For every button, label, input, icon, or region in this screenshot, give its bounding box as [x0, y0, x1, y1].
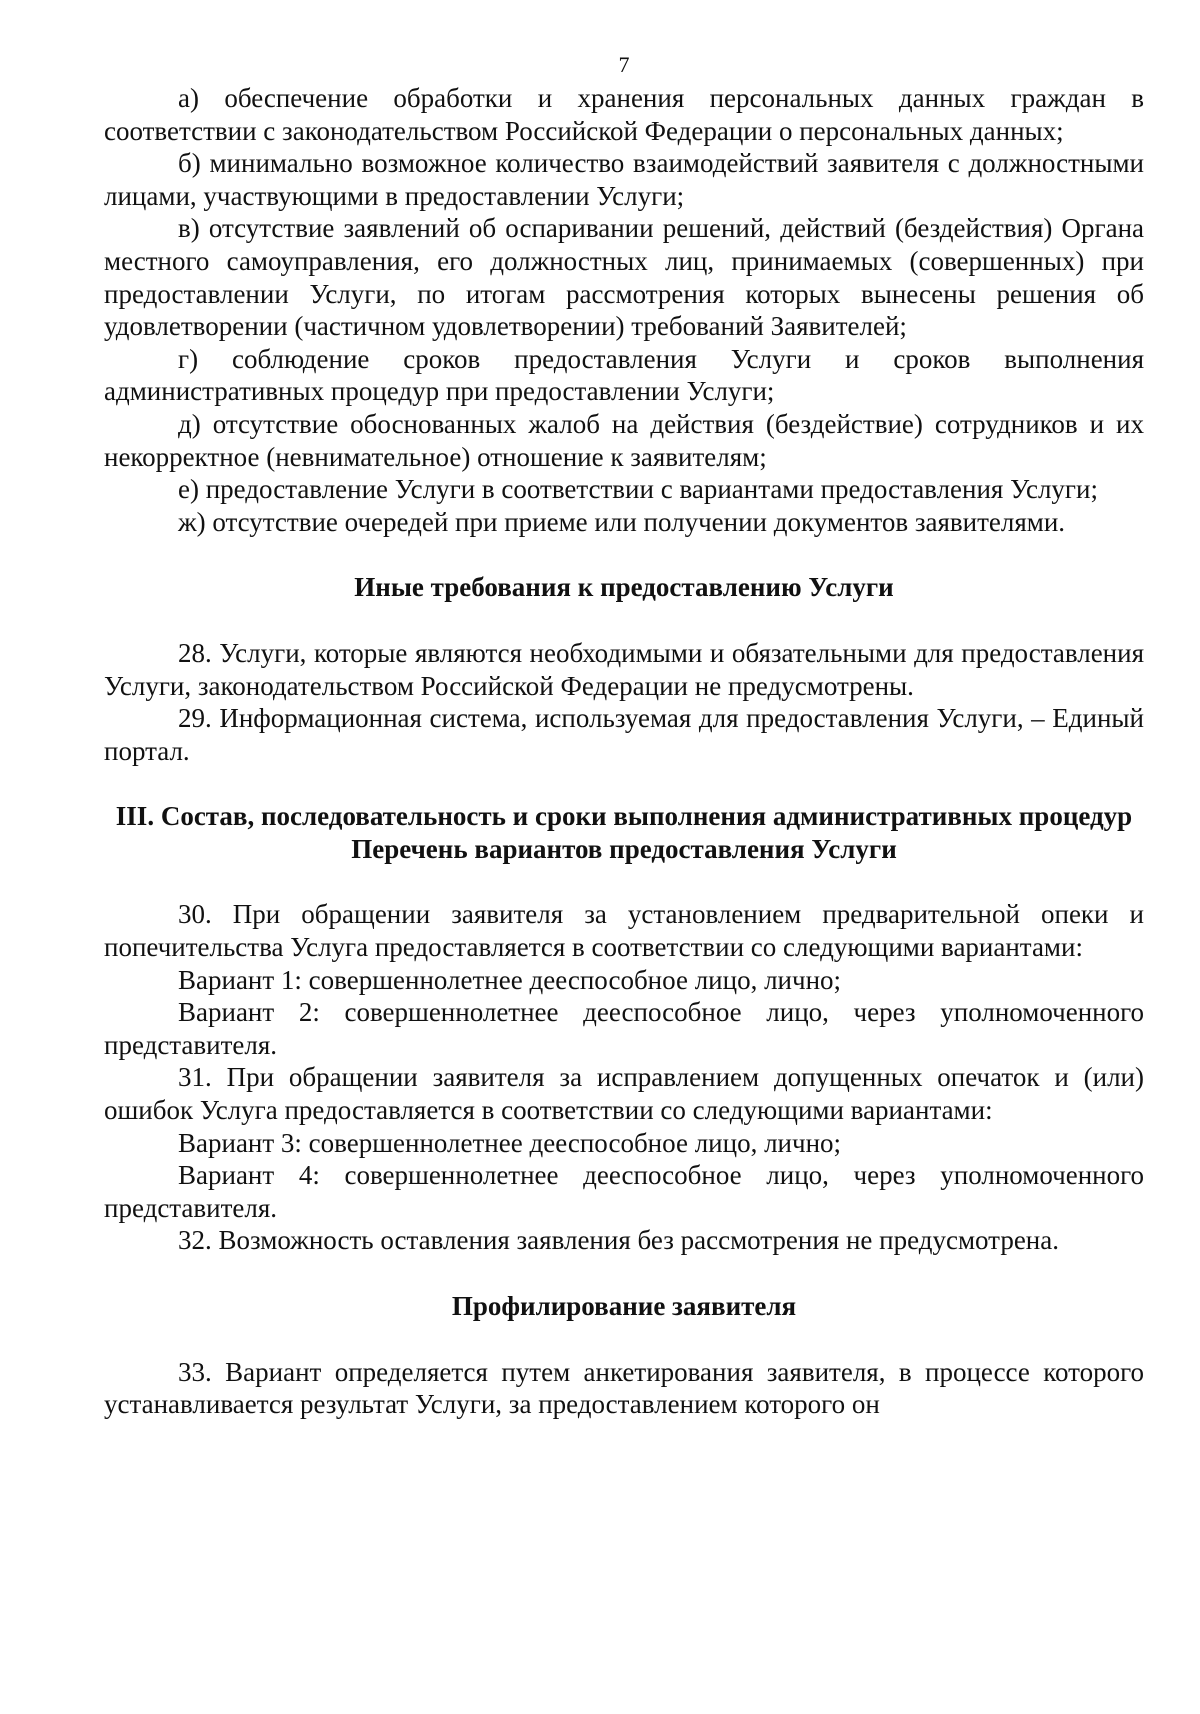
spacer [104, 1257, 1144, 1290]
paragraph-b: б) минимально возможное количество взаимодействий заявителя с должностными лицами, участвующими в предоставлении Услуги; [104, 148, 1144, 211]
paragraph-d: д) отсутствие обоснованных жалоб на действия (бездействие) сотрудников и их некорректное (невнимательное) отношение к заявителям; [104, 408, 1144, 472]
spacer [104, 538, 1144, 571]
paragraph-30: 30. При обращении заявителя за установлением предварительной опеки и попечительства Услуга предоставляется в соответствии со следующими вариантами: [104, 899, 1144, 963]
spacer [104, 865, 1144, 898]
paragraph-32: 32. Возможность оставления заявления без рассмотрения не предусмотрена. [178, 1225, 1059, 1256]
section-heading-other-requirements: Иные требования к предоставлению Услуги [354, 572, 894, 603]
subsection-heading-variants: Перечень вариантов предоставления Услуги [351, 833, 897, 864]
page-number: 7 [618, 52, 630, 77]
document-page [104, 52, 1144, 1421]
spacer [104, 604, 1144, 637]
paragraph-e: е) предоставление Услуги в соответствии с вариантами предоставления Услуги; [178, 474, 1098, 505]
paragraph-29: 29. Информационная система, используемая для предоставления Услуги, – Единый портал. [104, 703, 1144, 766]
paragraph-28: 28. Услуги, которые являются необходимыми и обязательными для предоставления Услуги, законодательством Российской Федерации не предусмотрены. [104, 637, 1144, 701]
section-heading-profiling: Профилирование заявителя [451, 1291, 797, 1321]
paragraph-31: 31. При обращении заявителя за исправлением допущенных опечаток и (или) ошибок Услуга предоставляется в соответствии со следующими вариантами: [104, 1062, 1144, 1126]
variant-1: Вариант 1: совершеннолетнее дееспособное лицо, лично; [178, 964, 842, 995]
spacer [104, 1323, 1144, 1356]
paragraph-a: а) обеспечение обработки и хранения персональных данных граждан в соответствии с законодательством Российской Федерации о персональных данных; [104, 83, 1144, 146]
variant-3: Вариант 3: совершеннолетнее дееспособное лицо, лично; [178, 1127, 842, 1158]
paragraph-g: г) соблюдение сроков предоставления Услуги и сроков выполнения административных процедур при предоставлении Услуги; [104, 343, 1144, 407]
section-heading-iii: III. Состав, последовательность и сроки выполнения административных процедур [115, 801, 1133, 832]
paragraph-zh: ж) отсутствие очередей при приеме или получении документов заявителями. [178, 506, 1066, 537]
paragraph-v: в) отсутствие заявлений об оспаривании решений, действий (бездействия) Органа местного самоуправления, его должностных лиц, принимаемых (совершенных) при предоставлении Услуги, по итогам рассмотрения которых вынесены решения об удовлетворении (частичном удовлетворении) требований Заявителей; [104, 213, 1144, 342]
variant-4: Вариант 4: совершеннолетнее дееспособное лицо, через уполномоченного представителя. [104, 1160, 1144, 1223]
paragraph-33: 33. Вариант определяется путем анкетирования заявителя, в процессе которого устанавливается результат Услуги, за предоставлением которого он [104, 1356, 1144, 1420]
variant-2: Вариант 2: совершеннолетнее дееспособное лицо, через уполномоченного представителя. [104, 997, 1144, 1060]
spacer [104, 767, 1144, 800]
